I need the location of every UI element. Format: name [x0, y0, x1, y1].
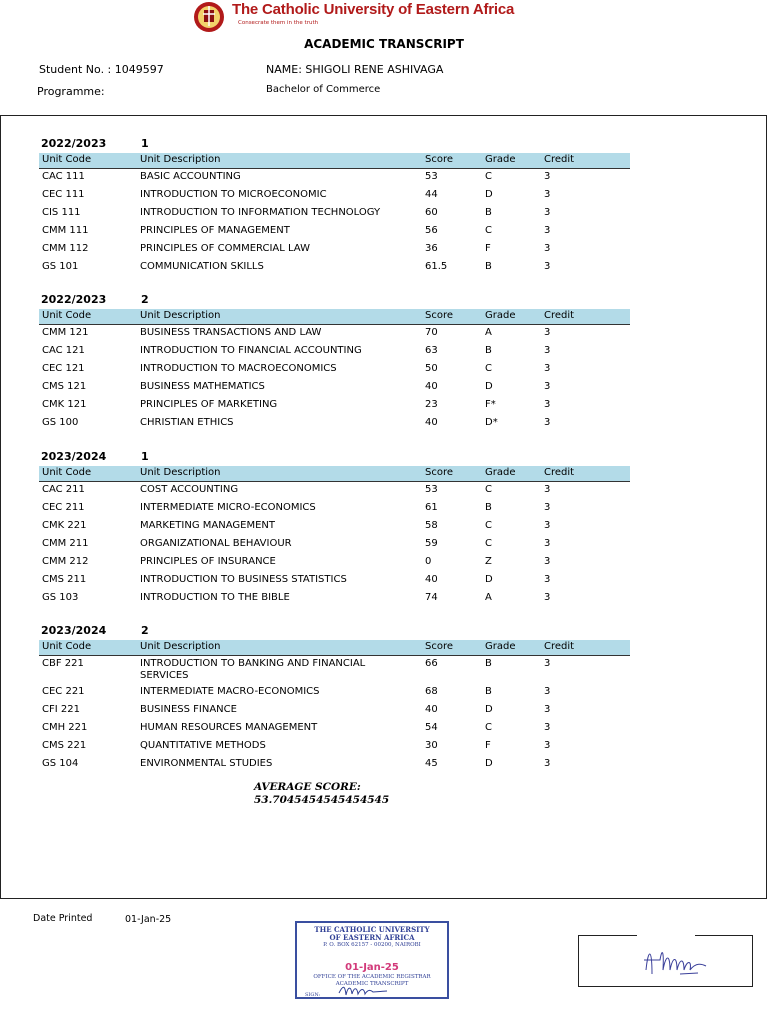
cell-code: CMS 221	[42, 740, 87, 751]
cell-credit: 3	[544, 243, 551, 254]
cell-desc: ENVIRONMENTAL STUDIES	[140, 758, 273, 769]
cell-score: 0	[425, 556, 432, 567]
table-row	[39, 242, 630, 258]
cell-grade: D	[485, 574, 493, 585]
cell-grade: A	[485, 592, 492, 603]
column-header-code: Unit Code	[42, 310, 92, 321]
term-heading	[41, 624, 149, 637]
cell-desc: PRINCIPLES OF MARKETING	[140, 399, 278, 410]
table-row	[39, 416, 630, 432]
cell-score: 54	[425, 722, 438, 733]
stamp-line-1: THE CATHOLIC UNIVERSITY	[314, 925, 430, 934]
column-header-grade: Grade	[485, 310, 516, 321]
table-row	[39, 326, 630, 342]
cell-code: GS 104	[42, 758, 79, 769]
table-row	[39, 501, 630, 517]
cell-credit: 3	[544, 207, 551, 218]
cell-grade: A	[485, 327, 492, 338]
cell-score: 61.5	[425, 261, 448, 272]
cell-grade: C	[485, 722, 492, 733]
page-title: ACADEMIC TRANSCRIPT	[304, 37, 464, 51]
cell-grade: D*	[485, 417, 498, 428]
term-heading	[41, 450, 149, 463]
cell-code: CEC 111	[42, 189, 85, 200]
term-year: 2022/2023	[41, 137, 107, 150]
cell-grade: C	[485, 363, 492, 374]
cell-score: 40	[425, 574, 438, 585]
table-row	[39, 519, 630, 535]
cell-grade: B	[485, 207, 492, 218]
cell-code: GS 100	[42, 417, 79, 428]
table-row	[39, 188, 630, 204]
term-year: 2023/2024	[41, 624, 107, 637]
cell-desc: INTRODUCTION TO MACROECONOMICS	[140, 363, 337, 374]
cell-grade: B	[485, 686, 492, 697]
column-header-desc: Unit Description	[140, 641, 221, 652]
cell-credit: 3	[544, 538, 551, 549]
cell-score: 60	[425, 207, 438, 218]
date-printed-label: Date Printed	[33, 913, 93, 924]
column-header-grade: Grade	[485, 641, 516, 652]
column-header-score: Score	[425, 467, 454, 478]
cell-code: CAC 111	[42, 171, 85, 182]
cell-credit: 3	[544, 363, 551, 374]
cell-grade: F*	[485, 399, 496, 410]
table-row	[39, 380, 630, 396]
cell-grade: C	[485, 538, 492, 549]
cell-code: CMM 211	[42, 538, 89, 549]
column-header-credit: Credit	[544, 310, 575, 321]
cell-desc: ORGANIZATIONAL BEHAVIOUR	[140, 538, 292, 549]
signature-box-gap	[637, 934, 695, 937]
column-header-score: Score	[425, 154, 454, 165]
cell-grade: F	[485, 243, 491, 254]
cell-score: 30	[425, 740, 438, 751]
date-printed-value: 01-Jan-25	[125, 914, 172, 925]
cell-code: CIS 111	[42, 207, 81, 218]
cell-code: CMK 121	[42, 399, 87, 410]
cell-desc: QUANTITATIVE METHODS	[140, 740, 266, 751]
cell-score: 61	[425, 502, 438, 513]
term-year: 2022/2023	[41, 293, 107, 306]
cell-score: 50	[425, 363, 438, 374]
table-row	[39, 224, 630, 240]
term-semester: 1	[141, 450, 149, 463]
column-header-credit: Credit	[544, 641, 575, 652]
cell-code: GS 103	[42, 592, 79, 603]
cell-code: CMS 211	[42, 574, 87, 585]
cell-code: CAC 121	[42, 345, 85, 356]
cell-credit: 3	[544, 758, 551, 769]
average-score-label: AVERAGE SCORE:	[254, 781, 361, 793]
cell-score: 40	[425, 381, 438, 392]
cell-score: 53	[425, 171, 438, 182]
cell-grade: F	[485, 740, 491, 751]
cell-grade: B	[485, 502, 492, 513]
student-name: NAME: SHIGOLI RENE ASHIVAGA	[266, 63, 444, 76]
cell-score: 40	[425, 417, 438, 428]
cell-desc: BASIC ACCOUNTING	[140, 171, 241, 182]
cell-code: CMS 121	[42, 381, 87, 392]
cell-credit: 3	[544, 171, 551, 182]
cell-credit: 3	[544, 399, 551, 410]
cell-desc: CHRISTIAN ETHICS	[140, 417, 234, 428]
cell-desc: COMMUNICATION SKILLS	[140, 261, 264, 272]
cell-credit: 3	[544, 225, 551, 236]
term-semester: 2	[141, 293, 149, 306]
cell-grade: D	[485, 381, 493, 392]
cell-desc: HUMAN RESOURCES MANAGEMENT	[140, 722, 318, 733]
registrar-stamp	[295, 921, 449, 999]
university-crest-icon	[192, 0, 226, 34]
cell-code: GS 101	[42, 261, 79, 272]
university-motto: Consecrate them in the truth	[238, 20, 319, 26]
cell-grade: B	[485, 658, 492, 669]
column-header-code: Unit Code	[42, 154, 92, 165]
term-semester: 1	[141, 137, 149, 150]
cell-code: CMM 111	[42, 225, 89, 236]
table-header	[39, 466, 630, 482]
cell-grade: D	[485, 704, 493, 715]
cell-desc: INTRODUCTION TO BANKING AND FINANCIAL SERVICES	[140, 658, 366, 681]
cell-grade: B	[485, 261, 492, 272]
cell-credit: 3	[544, 345, 551, 356]
column-header-grade: Grade	[485, 154, 516, 165]
column-header-grade: Grade	[485, 467, 516, 478]
cell-score: 68	[425, 686, 438, 697]
table-row	[39, 362, 630, 378]
column-header-credit: Credit	[544, 467, 575, 478]
cell-score: 44	[425, 189, 438, 200]
cell-desc: PRINCIPLES OF MANAGEMENT	[140, 225, 290, 236]
cell-credit: 3	[544, 556, 551, 567]
table-row	[39, 591, 630, 607]
cell-credit: 3	[544, 381, 551, 392]
table-row	[39, 260, 630, 276]
cell-grade: D	[485, 758, 493, 769]
term-heading	[41, 137, 149, 150]
cell-credit: 3	[544, 740, 551, 751]
cell-score: 45	[425, 758, 438, 769]
stamp-line-2: OF EASTERN AFRICA	[329, 933, 415, 942]
cell-credit: 3	[544, 704, 551, 715]
table-row	[39, 703, 630, 719]
column-header-score: Score	[425, 641, 454, 652]
column-header-code: Unit Code	[42, 467, 92, 478]
term-heading	[41, 293, 149, 306]
table-row	[39, 757, 630, 773]
student-number: Student No. : 1049597	[39, 63, 164, 76]
cell-credit: 3	[544, 417, 551, 428]
cell-desc: BUSINESS TRANSACTIONS AND LAW	[140, 327, 322, 338]
cell-grade: C	[485, 484, 492, 495]
column-header-score: Score	[425, 310, 454, 321]
stamp-signature-icon	[337, 983, 397, 997]
stamp-line-5: OFFICE OF THE ACADEMIC REGISTRAR	[313, 974, 431, 980]
table-row	[39, 555, 630, 571]
table-row	[39, 170, 630, 186]
stamp-sign-label: SIGN:	[305, 992, 321, 998]
table-row	[39, 721, 630, 737]
cell-score: 70	[425, 327, 438, 338]
cell-code: CBF 221	[42, 658, 84, 669]
table-row	[39, 573, 630, 589]
cell-code: CMK 221	[42, 520, 87, 531]
cell-desc: MARKETING MANAGEMENT	[140, 520, 275, 531]
table-row	[39, 206, 630, 222]
table-row	[39, 685, 630, 701]
cell-desc: INTERMEDIATE MACRO-ECONOMICS	[140, 686, 320, 697]
cell-desc: BUSINESS MATHEMATICS	[140, 381, 265, 392]
cell-grade: C	[485, 171, 492, 182]
cell-credit: 3	[544, 592, 551, 603]
table-row	[39, 483, 630, 499]
cell-credit: 3	[544, 520, 551, 531]
cell-desc: COST ACCOUNTING	[140, 484, 239, 495]
university-name: The Catholic University of Eastern Africa	[232, 1, 515, 18]
table-row	[39, 344, 630, 360]
column-header-desc: Unit Description	[140, 310, 221, 321]
cell-desc: INTRODUCTION TO MICROECONOMIC	[140, 189, 327, 200]
cell-desc: INTRODUCTION TO BUSINESS STATISTICS	[140, 574, 347, 585]
table-header	[39, 309, 630, 325]
cell-score: 74	[425, 592, 438, 603]
cell-score: 63	[425, 345, 438, 356]
table-row	[39, 657, 630, 681]
signature-icon	[640, 940, 712, 980]
programme-value: Bachelor of Commerce	[266, 84, 381, 95]
cell-score: 40	[425, 704, 438, 715]
cell-credit: 3	[544, 722, 551, 733]
cell-score: 36	[425, 243, 438, 254]
cell-credit: 3	[544, 502, 551, 513]
cell-score: 66	[425, 658, 438, 669]
table-header	[39, 640, 630, 656]
cell-code: CEC 221	[42, 686, 85, 697]
cell-desc: INTRODUCTION TO INFORMATION TECHNOLOGY	[140, 207, 381, 218]
programme-label: Programme:	[37, 85, 105, 98]
cell-code: CEC 121	[42, 363, 85, 374]
cell-desc: INTERMEDIATE MICRO-ECONOMICS	[140, 502, 316, 513]
cell-code: CMM 121	[42, 327, 89, 338]
cell-code: CMH 221	[42, 722, 88, 733]
table-row	[39, 398, 630, 414]
cell-grade: C	[485, 225, 492, 236]
cell-score: 58	[425, 520, 438, 531]
cell-credit: 3	[544, 261, 551, 272]
cell-desc: PRINCIPLES OF COMMERCIAL LAW	[140, 243, 310, 254]
cell-grade: D	[485, 189, 493, 200]
cell-credit: 3	[544, 189, 551, 200]
cell-score: 53	[425, 484, 438, 495]
table-row	[39, 739, 630, 755]
cell-code: CAC 211	[42, 484, 85, 495]
cell-code: CMM 212	[42, 556, 89, 567]
cell-desc: PRINCIPLES OF INSURANCE	[140, 556, 276, 567]
cell-credit: 3	[544, 484, 551, 495]
term-year: 2023/2024	[41, 450, 107, 463]
term-semester: 2	[141, 624, 149, 637]
cell-score: 56	[425, 225, 438, 236]
cell-desc: INTRODUCTION TO FINANCIAL ACCOUNTING	[140, 345, 362, 356]
cell-code: CFI 221	[42, 704, 80, 715]
stamp-line-6: ACADEMIC TRANSCRIPT	[335, 981, 409, 987]
cell-credit: 3	[544, 658, 551, 669]
cell-grade: B	[485, 345, 492, 356]
cell-credit: 3	[544, 327, 551, 338]
column-header-desc: Unit Description	[140, 467, 221, 478]
cell-grade: C	[485, 520, 492, 531]
column-header-desc: Unit Description	[140, 154, 221, 165]
column-header-credit: Credit	[544, 154, 575, 165]
stamp-date: 01-Jan-25	[345, 962, 399, 973]
stamp-line-3: P. O. BOX 62157 - 00200, NAIROBI	[323, 942, 421, 948]
average-score-value: 53.7045454545454545	[254, 794, 390, 806]
cell-score: 59	[425, 538, 438, 549]
column-header-code: Unit Code	[42, 641, 92, 652]
table-header	[39, 153, 630, 169]
cell-credit: 3	[544, 574, 551, 585]
cell-grade: Z	[485, 556, 492, 567]
cell-credit: 3	[544, 686, 551, 697]
cell-code: CEC 211	[42, 502, 85, 513]
cell-score: 23	[425, 399, 438, 410]
table-row	[39, 537, 630, 553]
cell-desc: INTRODUCTION TO THE BIBLE	[140, 592, 290, 603]
cell-desc: BUSINESS FINANCE	[140, 704, 237, 715]
cell-code: CMM 112	[42, 243, 89, 254]
